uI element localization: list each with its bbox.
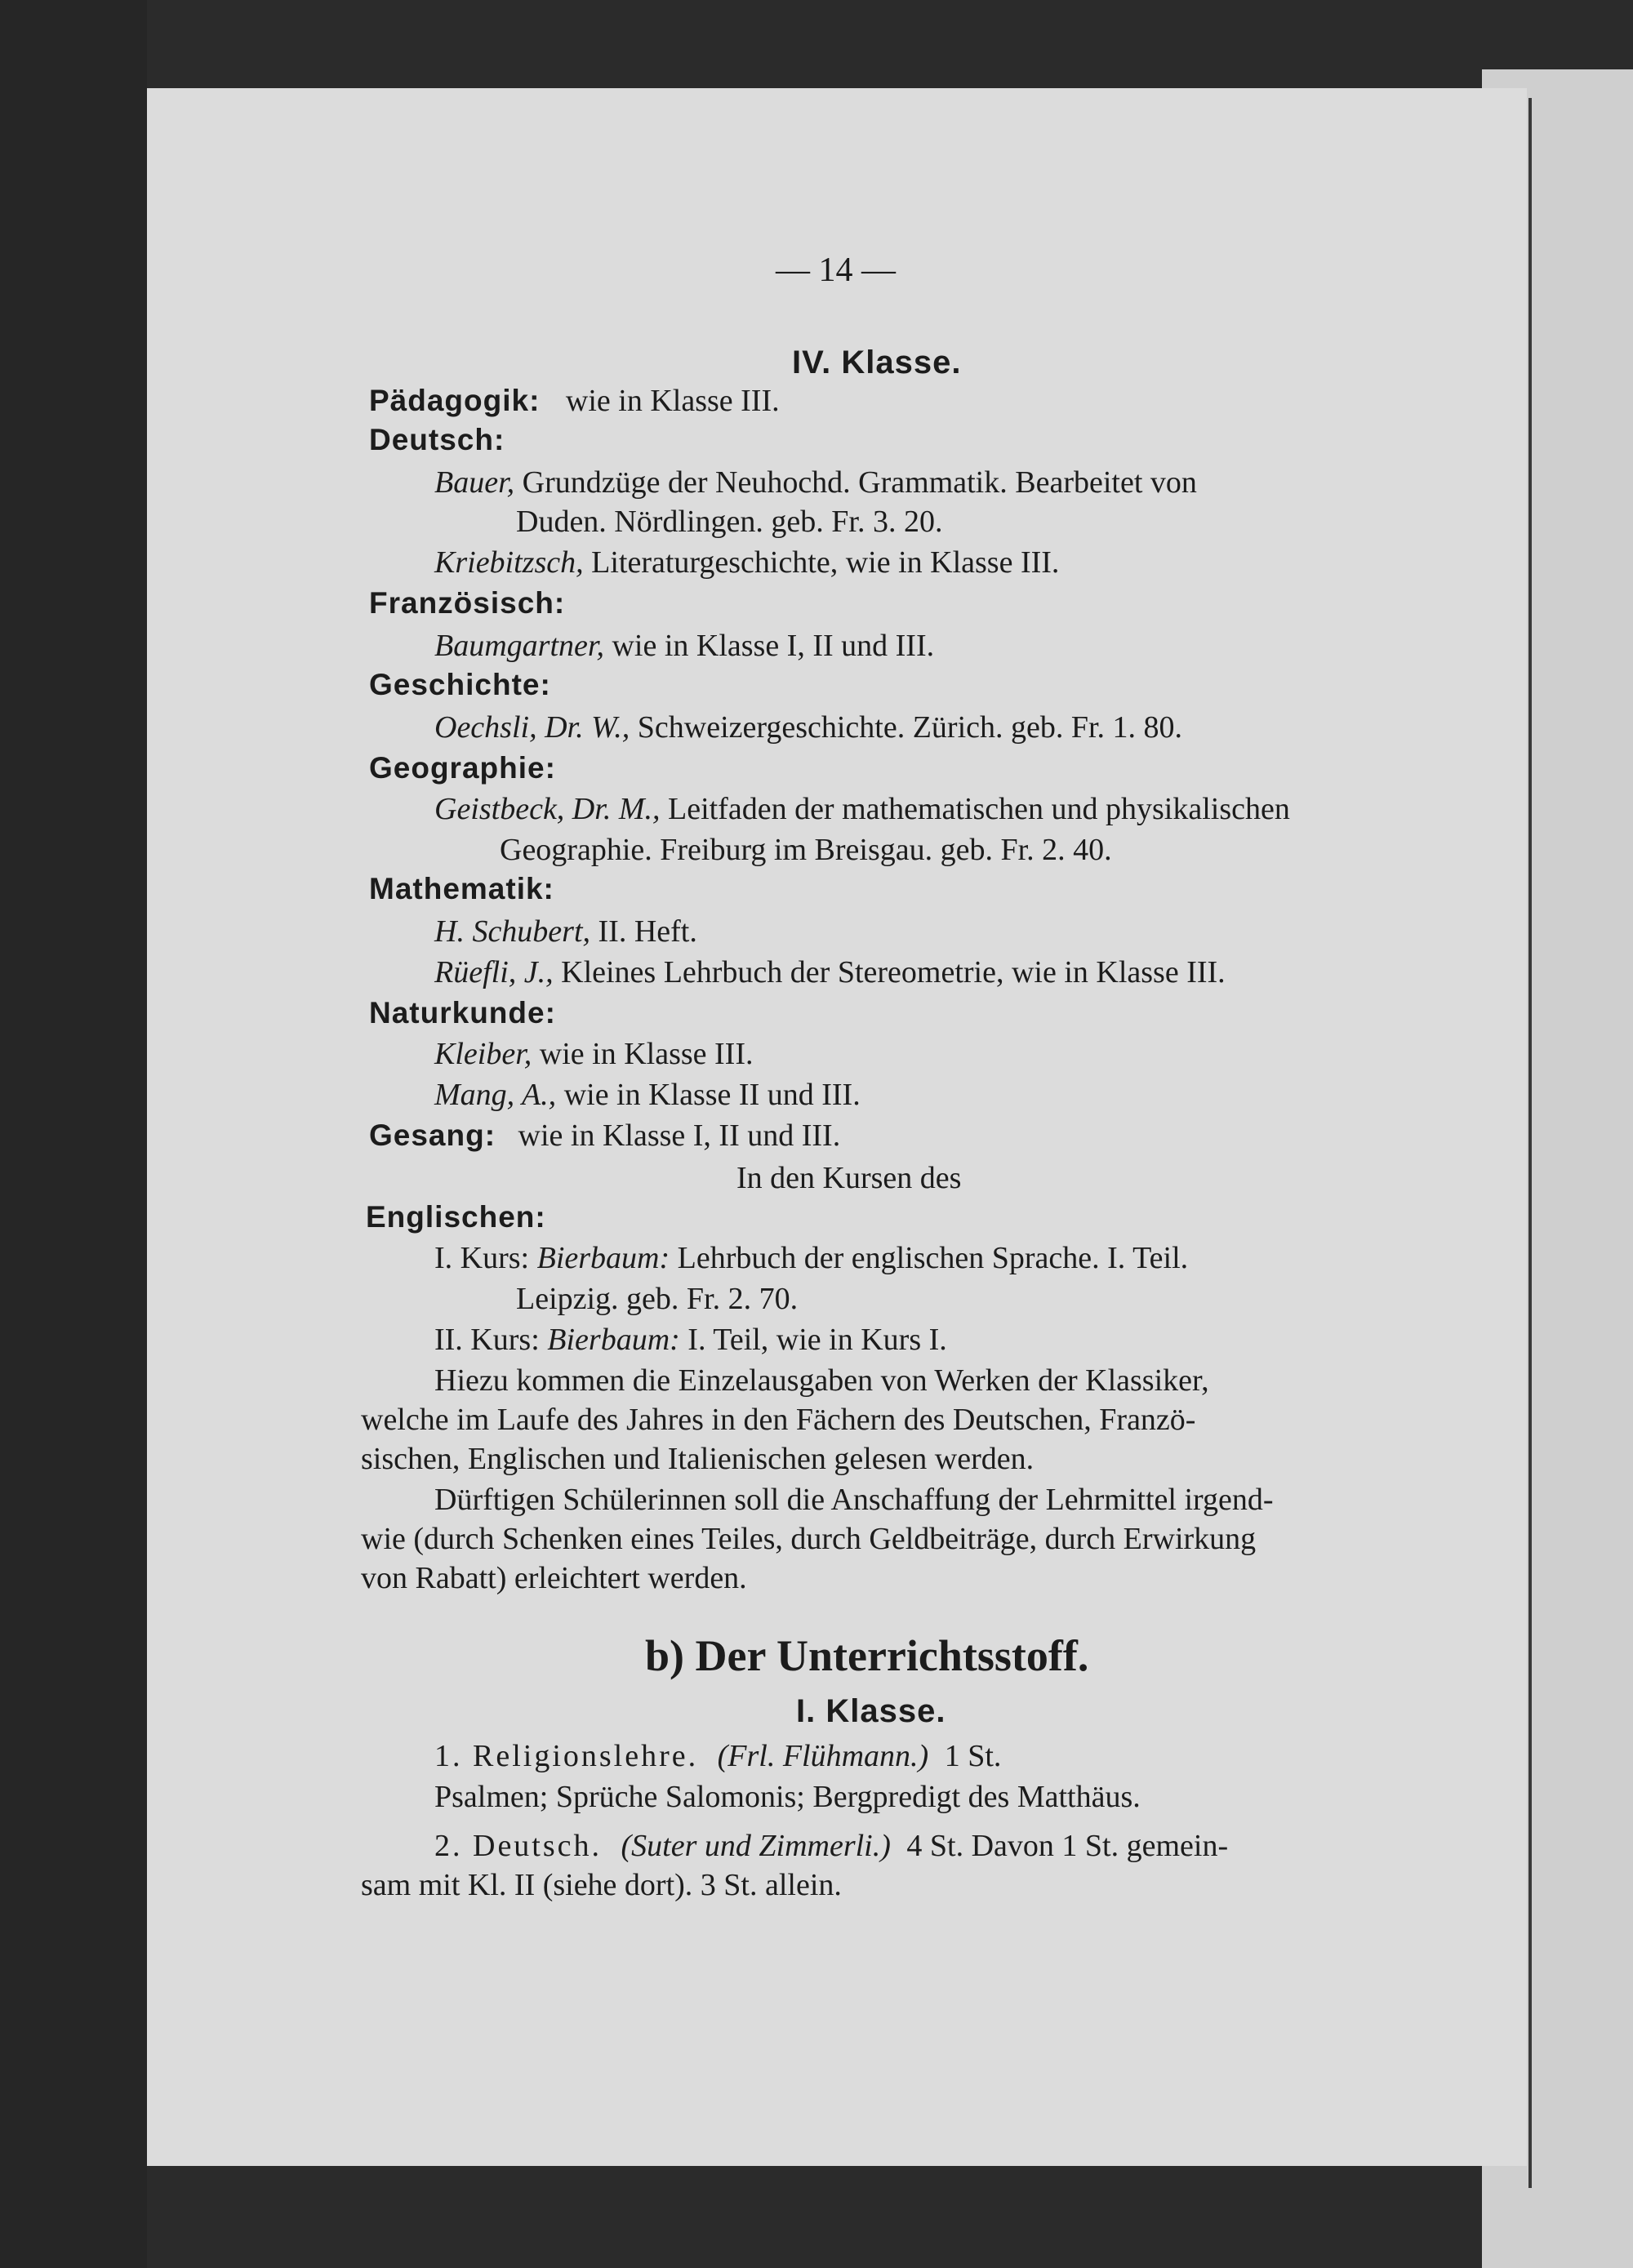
kriebitzsch-text: Literaturgeschichte, wie in Klasse III. [591, 545, 1060, 580]
naturkunde-entry-2 [434, 1076, 861, 1114]
kurs1-prefix: I. Kurs: [434, 1241, 530, 1275]
gesang-text: wie in Klasse I, II und III. [518, 1118, 841, 1153]
author-schubert: H. Schubert, [434, 914, 591, 949]
item-1-hours: 1 St. [944, 1739, 1002, 1773]
class-iv-heading: IV. Klasse. [792, 345, 962, 380]
para1-line3: sischen, Englischen und Italienischen gelesen werden. [361, 1442, 1035, 1476]
para2-line1: Dürftigen Schülerinnen soll die Anschaffung der Lehrmittel irgend- [434, 1483, 1274, 1517]
para1-line1: Hiezu kommen die Einzelausgaben von Werken der Klassiker, [434, 1363, 1209, 1398]
bauer-text: Grundzüge der Neuhochd. Grammatik. Bearbeitet von [522, 465, 1197, 500]
author-oechsli: Oechsli, Dr. W., [434, 710, 630, 745]
deutsch-entry-1 [434, 464, 1528, 501]
englisch-kurs-2 [434, 1321, 947, 1359]
oechsli-text: Schweizergeschichte. Zürich. geb. Fr. 1. 80. [637, 710, 1183, 745]
geographie-entry [434, 790, 1290, 828]
item-2-label: 2. Deutsch. [434, 1829, 603, 1863]
englisch-kurs-1 [434, 1239, 1188, 1277]
author-bierbaum-1: Bierbaum: [536, 1241, 670, 1275]
section-b-class-heading: I. Klasse. [796, 1693, 946, 1729]
geistbeck-text: Leitfaden der mathematischen und physikalischen [667, 792, 1290, 826]
kurs2-prefix: II. Kurs: [434, 1323, 540, 1357]
mathematik-entry-1 [434, 913, 697, 950]
page-gutter-line [1528, 98, 1532, 2188]
mathematik-entry-2 [434, 954, 1226, 991]
mang-text: wie in Klasse II und III. [563, 1078, 861, 1112]
item-2-row [434, 1827, 1228, 1865]
deutsch-entry-2 [434, 544, 1059, 581]
mathematik-label: Mathematik: [369, 872, 554, 905]
kurs2-text: I. Teil, wie in Kurs I. [687, 1323, 947, 1357]
englischen-label: Englischen: [366, 1200, 546, 1234]
item-2-teacher: (Suter und Zimmerli.) [621, 1829, 891, 1863]
rueefli-text: Kleines Lehrbuch der Stereometrie, wie in Klasse III. [561, 955, 1226, 989]
paedagogik-text: wie in Klasse III. [565, 384, 780, 418]
book-page [147, 88, 1527, 2166]
item-2-text: 4 St. Davon 1 St. gemein- [906, 1829, 1229, 1863]
author-geistbeck: Geistbeck, Dr. M., [434, 792, 661, 826]
author-kleiber: Kleiber, [434, 1037, 532, 1071]
geschichte-entry [434, 709, 1182, 746]
section-b-title: b) Der Unterrichtsstoff. [645, 1631, 1089, 1680]
gesang-row [369, 1117, 840, 1154]
englisch-kurs-1-cont: Leipzig. geb. Fr. 2. 70. [516, 1282, 799, 1316]
paedagogik-row [369, 382, 780, 420]
author-baumgartner: Baumgartner, [434, 629, 604, 663]
deutsch-entry-1-cont: Duden. Nördlingen. geb. Fr. 3. 20. [516, 505, 943, 539]
para2-line3: von Rabatt) erleichtert werden. [361, 1561, 747, 1595]
author-rueefli: Rüefli, J., [434, 955, 554, 989]
item-1-text: Psalmen; Sprüche Salomonis; Bergpredigt des Matthäus. [434, 1780, 1141, 1814]
geographie-label: Geographie: [369, 751, 556, 785]
item-1-row [434, 1737, 1001, 1775]
author-mang: Mang, A., [434, 1078, 557, 1112]
naturkunde-entry-1 [434, 1035, 753, 1073]
gesang-label: Gesang: [369, 1118, 496, 1152]
para1-line2: welche im Laufe des Jahres in den Fächern des Deutschen, Franzö- [361, 1403, 1196, 1437]
kurs1-text: Lehrbuch der englischen Sprache. I. Teil. [677, 1241, 1189, 1275]
schubert-text: II. Heft. [598, 914, 697, 949]
deutsch-label: Deutsch: [369, 423, 505, 456]
author-bauer: Bauer, [434, 465, 515, 500]
item-1-label: 1. Religionslehre. [434, 1739, 699, 1773]
geographie-entry-cont: Geographie. Freiburg im Breisgau. geb. Fr. 2. 40. [500, 833, 1112, 867]
para2-line2: wie (durch Schenken eines Teiles, durch Geldbeiträge, durch Erwirkung [361, 1522, 1257, 1556]
item-1-teacher: (Frl. Flühmann.) [717, 1739, 929, 1773]
paedagogik-label: Pädagogik: [369, 384, 541, 417]
baumgartner-text: wie in Klasse I, II und III. [612, 629, 935, 663]
geschichte-label: Geschichte: [369, 668, 551, 701]
kurse-intro: In den Kursen des [736, 1161, 962, 1195]
author-kriebitzsch: Kriebitzsch, [434, 545, 584, 580]
kleiber-text: wie in Klasse III. [539, 1037, 754, 1071]
scan-background-left [0, 0, 147, 2268]
page-number: — 14 — [776, 251, 896, 289]
naturkunde-label: Naturkunde: [369, 996, 556, 1029]
item-2-cont: sam mit Kl. II (siehe dort). 3 St. allein. [361, 1868, 842, 1902]
author-bierbaum-2: Bierbaum: [547, 1323, 680, 1357]
franzoesisch-label: Französisch: [369, 586, 566, 620]
franzoesisch-entry [434, 627, 934, 665]
